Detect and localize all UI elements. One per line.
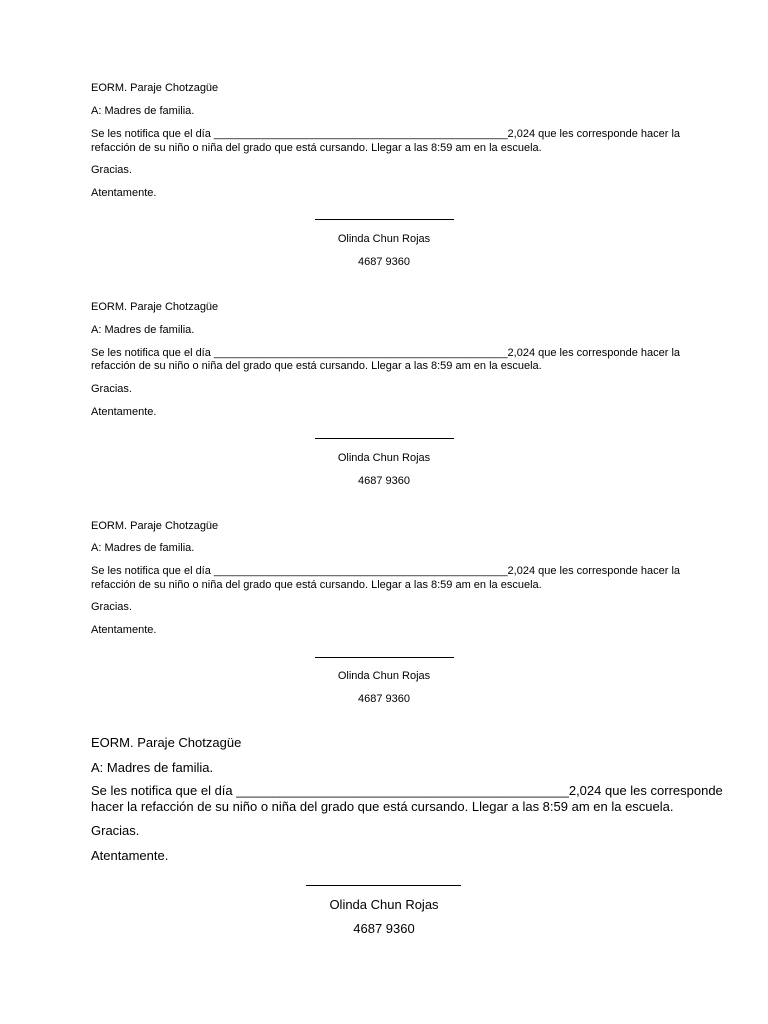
thanks-line: Gracias.	[91, 164, 132, 176]
notice-block	[91, 735, 723, 945]
notice-block	[91, 520, 681, 710]
recipient-line: A: Madres de familia.	[91, 105, 195, 117]
signature-line	[306, 885, 461, 886]
message-line-1: Se les notifica que el día ________________________________________________2,024 que les corresponde hacer la	[91, 128, 681, 140]
recipient-line: A: Madres de familia.	[91, 760, 214, 775]
recipient-line: A: Madres de familia.	[91, 324, 195, 336]
school-name: EORM. Paraje Chotzagüe	[91, 520, 219, 532]
school-name: EORM. Paraje Chotzagüe	[91, 301, 219, 313]
signer-phone: 4687 9360	[353, 921, 415, 936]
signer-name: Olinda Chun Rojas	[337, 670, 431, 682]
notice-block	[91, 301, 681, 491]
closing-line: Atentamente.	[91, 624, 157, 636]
message-line-1: Se les notifica que el día ________________________________________________2,024 que les corresponde hacer la	[91, 565, 681, 577]
signer-phone: 4687 9360	[358, 693, 410, 705]
message-line-1: Se les notifica que el día ______________________________________________2,024 que les corresponde	[91, 783, 723, 798]
message-line-2: refacción de su niño o niña del grado que está cursando. Llegar a las 8:59 am en la escuela.	[91, 142, 542, 154]
signature-line	[315, 219, 454, 220]
closing-line: Atentamente.	[91, 187, 157, 199]
closing-line: Atentamente.	[91, 848, 169, 863]
signer-name: Olinda Chun Rojas	[329, 897, 439, 912]
message-line-2: refacción de su niño o niña del grado que está cursando. Llegar a las 8:59 am en la escuela.	[91, 360, 542, 372]
recipient-line: A: Madres de familia.	[91, 542, 195, 554]
notice-block	[91, 82, 681, 272]
signature-line	[315, 657, 454, 658]
message-line-1: Se les notifica que el día ________________________________________________2,024 que les corresponde hacer la	[91, 347, 681, 359]
school-name: EORM. Paraje Chotzagüe	[91, 82, 219, 94]
thanks-line: Gracias.	[91, 823, 140, 838]
signer-phone: 4687 9360	[358, 475, 410, 487]
closing-line: Atentamente.	[91, 406, 157, 418]
thanks-line: Gracias.	[91, 383, 132, 395]
signer-phone: 4687 9360	[358, 256, 410, 268]
signer-name: Olinda Chun Rojas	[337, 233, 431, 245]
school-name: EORM. Paraje Chotzagüe	[91, 735, 242, 750]
message-line-2: hacer la refacción de su niño o niña del grado que está cursando. Llegar a las 8:59 am en la escuela.	[91, 799, 674, 814]
signature-line	[315, 438, 454, 439]
thanks-line: Gracias.	[91, 601, 132, 613]
message-line-2: refacción de su niño o niña del grado que está cursando. Llegar a las 8:59 am en la escuela.	[91, 579, 542, 591]
signer-name: Olinda Chun Rojas	[337, 452, 431, 464]
